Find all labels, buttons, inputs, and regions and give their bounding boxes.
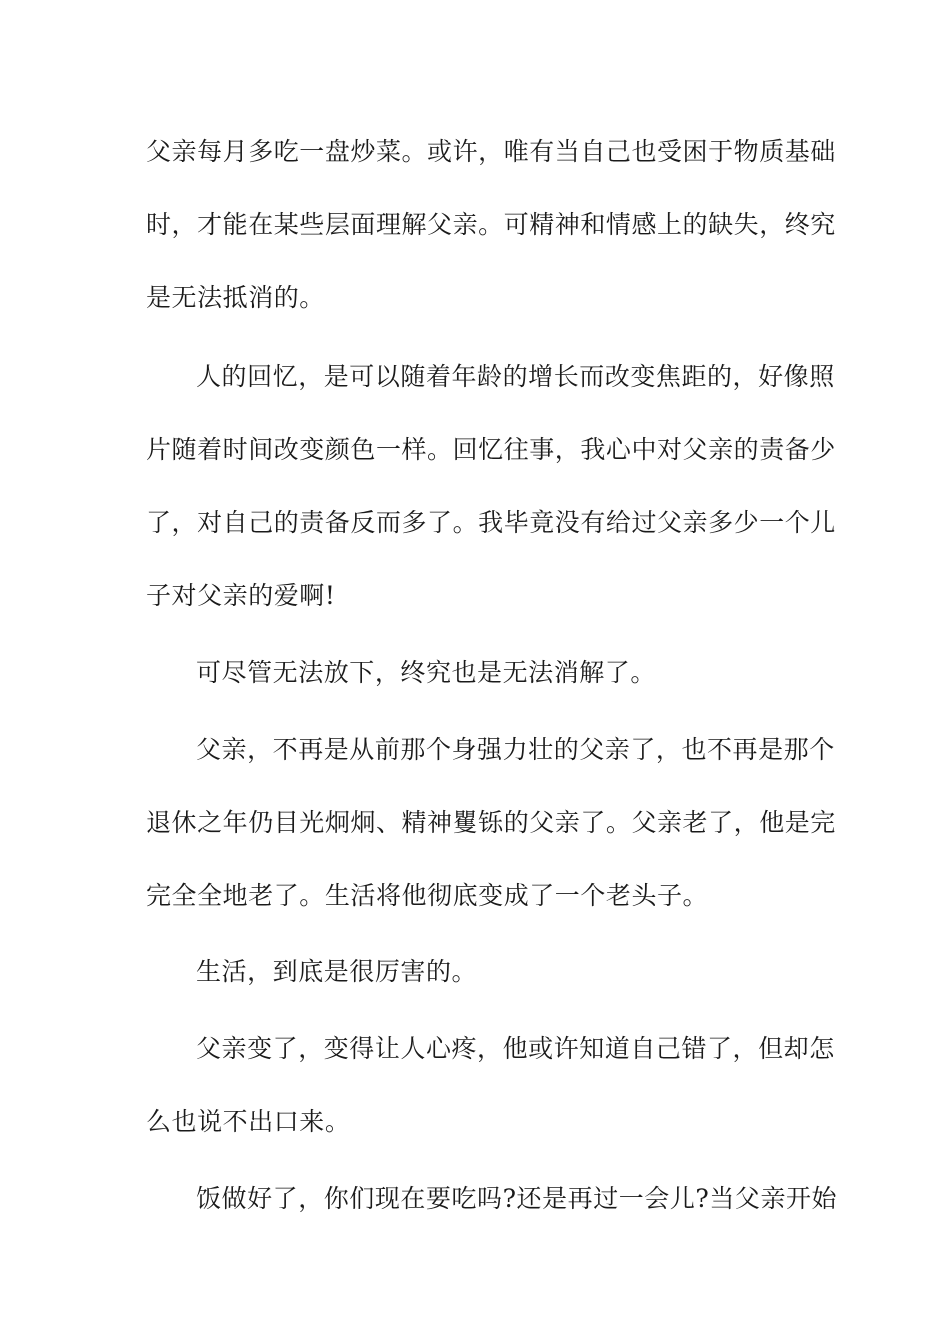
text-line: 父亲每月多吃一盘炒菜。或许，唯有当自己也受困于物质基础 — [146, 137, 836, 166]
paragraph-first-line: 生活，到底是很厉害的。 — [196, 957, 478, 986]
text-line: 了，对自己的责备反而多了。我毕竟没有给过父亲多少一个儿 — [146, 508, 836, 537]
paragraph-first-line: 人的回忆，是可以随着年龄的增长而改变焦距的，好像照 — [196, 362, 835, 391]
text-line: 片随着时间改变颜色一样。回忆往事，我心中对父亲的责备少 — [146, 435, 836, 464]
text-line: 么也说不出口来。 — [146, 1107, 351, 1136]
paragraph-first-line: 父亲变了，变得让人心疼，他或许知道自己错了，但却怎 — [196, 1034, 835, 1063]
paragraph-first-line: 可尽管无法放下，终究也是无法消解了。 — [196, 658, 656, 687]
text-line: 完全全地老了。生活将他彻底变成了一个老头子。 — [146, 881, 709, 910]
text-line: 子对父亲的爱啊! — [146, 581, 336, 610]
text-line: 时，才能在某些层面理解父亲。可精神和情感上的缺失，终究 — [146, 210, 836, 239]
paragraph-first-line: 饭做好了，你们现在要吃吗?还是再过一会儿?当父亲开始 — [196, 1184, 838, 1213]
text-line: 是无法抵消的。 — [146, 283, 325, 312]
text-line: 退休之年仍目光炯炯、精神矍铄的父亲了。父亲老了，他是完 — [146, 808, 836, 837]
paragraph-first-line: 父亲，不再是从前那个身强力壮的父亲了，也不再是那个 — [196, 735, 835, 764]
